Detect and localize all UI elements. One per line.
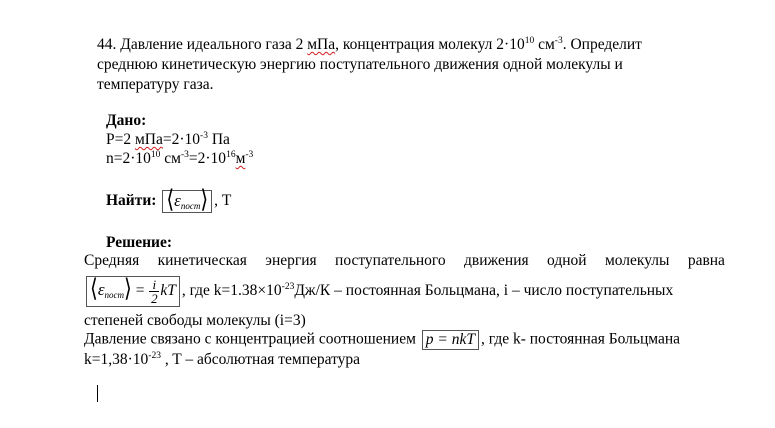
angle-bracket-close: ⟩	[124, 275, 132, 303]
kt-term: kT	[160, 282, 176, 300]
problem-text: 44. Давление идеального газа 2	[97, 36, 308, 53]
exponent: 16	[226, 150, 236, 160]
solution-word: равна	[687, 252, 725, 269]
exponent: -3	[245, 150, 254, 160]
spellcheck-word[interactable]: мПа	[135, 131, 163, 148]
formula-eps-box[interactable]	[162, 186, 212, 214]
denominator: 2	[151, 291, 158, 306]
solution-line-1	[84, 252, 725, 270]
problem-text: , концентрация молекул 2·10	[335, 36, 525, 53]
find-rest: , T	[214, 192, 232, 210]
find-line	[106, 186, 232, 214]
fraction	[149, 278, 159, 305]
given-concentration	[106, 150, 253, 168]
given-text: см	[160, 150, 181, 167]
solution-word: Средняя	[84, 252, 140, 269]
solution-word: кинетическая	[157, 252, 247, 269]
problem-line-3: температуру газа.	[97, 76, 214, 93]
numerator: i	[152, 277, 157, 292]
given-pressure	[106, 131, 230, 149]
exponent: 10	[150, 150, 161, 160]
exponent: -3	[554, 36, 563, 46]
find-heading: Найти:	[106, 192, 157, 210]
problem-line-2: среднюю кинетическую энергию поступательного движения одной молекулы и	[97, 56, 623, 73]
solution-text: , где k=1.38×10	[181, 282, 282, 300]
given-text: =2·10	[162, 131, 201, 148]
problem-text: . Определит	[562, 36, 642, 53]
spellcheck-word[interactable]: м	[235, 150, 246, 167]
eps-subscript: пост	[180, 201, 201, 211]
solution-line-2	[84, 276, 673, 307]
epsilon-symbol: ε	[174, 191, 181, 210]
given-text: Па	[207, 131, 230, 148]
given-heading: Дано:	[106, 112, 147, 129]
spellcheck-word[interactable]: мПа	[307, 36, 336, 53]
solution-word: молекулы	[604, 252, 670, 269]
solution-word: движения	[464, 252, 529, 269]
problem-text: см	[534, 36, 555, 53]
angle-bracket-open: ⟨	[90, 275, 98, 303]
epsilon-symbol: ε	[97, 280, 105, 300]
formula-pressure-box[interactable]: p = nkT	[422, 330, 479, 350]
solution-text: Давление связано с концентрацией соотношением	[84, 330, 416, 348]
given-text: =2·10	[188, 150, 227, 167]
solution-text: , где k- постоянная Больцмана	[481, 330, 681, 348]
given-text: P=2	[106, 131, 135, 148]
angle-bracket-open: ⟨	[166, 186, 175, 214]
solution-text: k=1,38·10	[84, 351, 149, 368]
solution-line-3: степеней свободы молекулы (i=3)	[84, 312, 306, 329]
exponent: 10	[524, 36, 535, 46]
angle-bracket-close: ⟩	[200, 186, 209, 214]
exponent: -23	[281, 282, 295, 293]
solution-heading: Решение:	[106, 234, 173, 251]
exponent: -3	[200, 131, 208, 141]
solution-word: энергия	[265, 252, 317, 269]
solution-line-5	[84, 351, 360, 369]
solution-word: поступательного	[335, 252, 446, 269]
eps-subscript: пост	[104, 290, 125, 301]
solution-line-4	[84, 330, 680, 350]
solution-text: Дж/К – постоянная Больцмана, i – число поступательных	[294, 282, 674, 300]
exponent: -3	[180, 150, 189, 160]
exponent: -23	[148, 351, 161, 361]
given-text: n=2·10	[106, 150, 151, 167]
solution-word: одной	[547, 252, 587, 269]
text-cursor	[97, 385, 98, 402]
solution-text: , T – абсолютная температура	[160, 351, 361, 368]
formula-energy-box[interactable]: ⟨εпост⟩ = $\frac{i}{2}$ kT	[86, 276, 180, 307]
problem-line-1	[97, 36, 642, 54]
